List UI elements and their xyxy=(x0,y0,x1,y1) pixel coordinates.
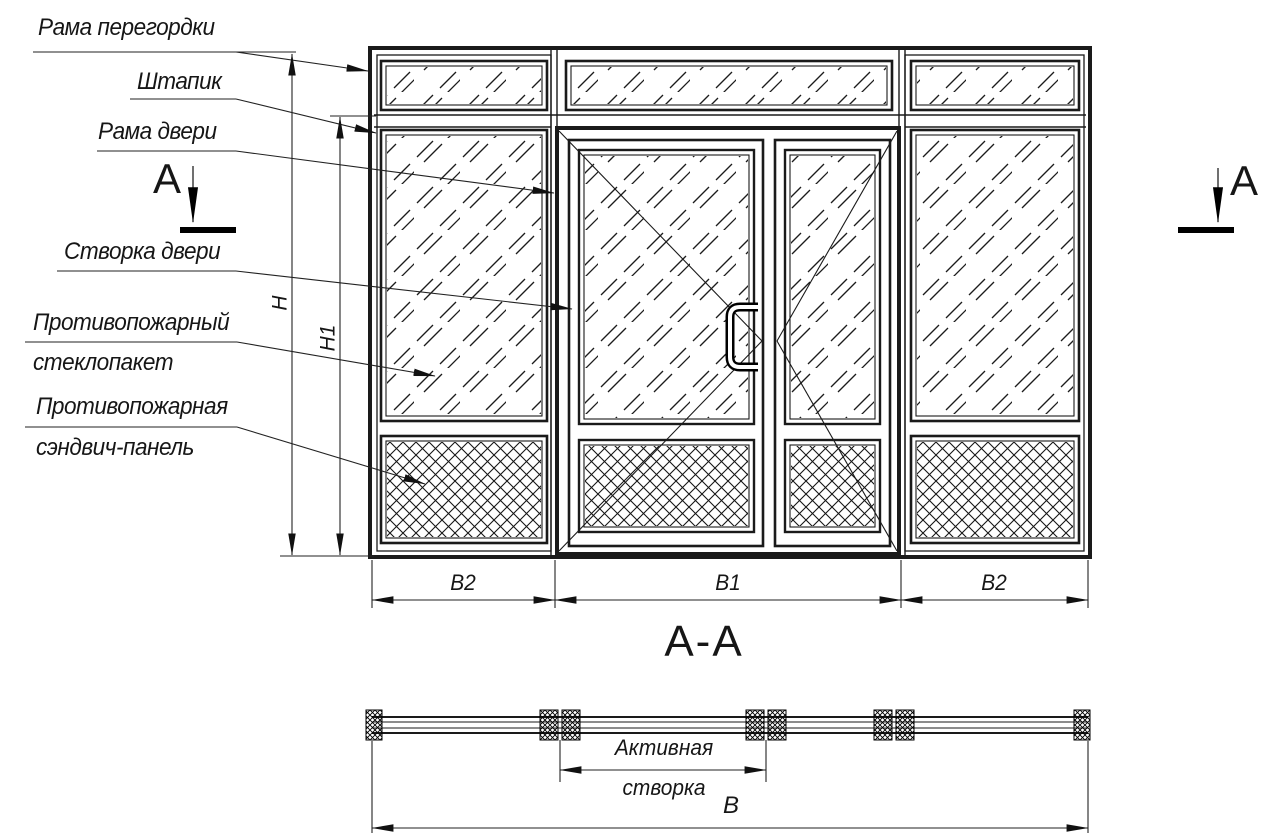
dim-height-door: Н1 xyxy=(316,324,340,352)
dim-width-side-right: В2 xyxy=(981,570,1007,595)
callout-partition-frame: Рама перегордки xyxy=(38,14,215,41)
plan-profile-blocks xyxy=(366,710,1090,740)
right-sandwich-panel xyxy=(911,436,1079,543)
dim-width-total: В xyxy=(722,792,740,819)
section-letter-right: А xyxy=(1230,157,1259,204)
section-view-title: А-А xyxy=(664,617,744,666)
dim-width-door: В1 xyxy=(715,570,741,595)
callout-door-frame: Рама двери xyxy=(98,118,217,145)
door-transom-glass xyxy=(566,61,892,110)
plan-dimensions xyxy=(372,740,1088,833)
callout-door-leaf: Створка двери xyxy=(64,238,221,265)
right-fire-glazing-panel xyxy=(911,130,1079,421)
callout-fire-panel-line1: Противопожарная xyxy=(36,393,228,420)
dim-active-leaf-line1: Активная xyxy=(614,735,714,760)
dim-height-total: Н xyxy=(268,295,292,311)
left-sandwich-panel xyxy=(381,436,547,543)
section-letter-left: А xyxy=(153,155,182,202)
dim-width-side-left: В2 xyxy=(450,570,476,595)
callout-glazing-bead: Штапик xyxy=(137,68,222,95)
dim-active-leaf-line2: створка xyxy=(622,775,706,800)
callout-fire-glazing-line1: Противопожарный xyxy=(33,309,230,336)
left-transom-glass xyxy=(381,61,547,110)
callout-fire-panel-line2: сэндвич-панель xyxy=(36,434,194,461)
right-transom-glass xyxy=(911,61,1079,110)
door-passive-leaf xyxy=(775,140,890,546)
callout-fire-glazing-line2: стеклопакет xyxy=(33,349,174,376)
elevation-view xyxy=(370,48,1090,557)
